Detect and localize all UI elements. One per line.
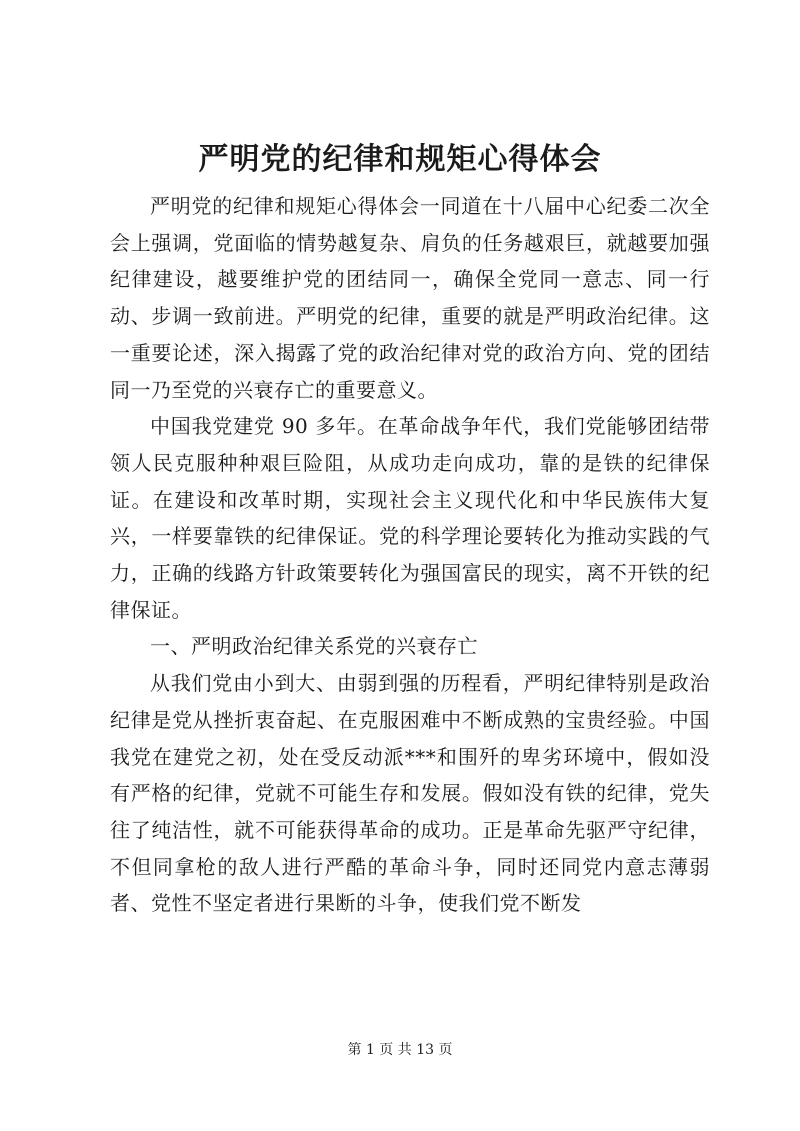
page-footer: 第 1 页 共 13 页 <box>347 1042 453 1058</box>
paragraph-history: 中国我党建党 90 多年。在革命战争年代，我们党能够团结带领人民克服种种艰巨险阻，从成功走向成功，靠的是铁的纪律保证。在建设和改革时期，实现社会主义现代化和中华民族伟大复兴，一样要靠铁的纪律保证。党的科学理论要转化为推动实践的气力，正确的线路方针政策要转化为强国富民的现实，离不开铁的纪律保证。 <box>110 414 710 622</box>
document-title: 严明党的纪律和规矩心得体会 <box>198 142 602 177</box>
section-heading: 一、严明政治纪律关系党的兴衰存亡 <box>150 634 478 659</box>
paragraph-section-one: 从我们党由小到大、由弱到强的历程看，严明纪律特别是政治纪律是党从挫折衷奋起、在克服困难中不断成熟的宝贵经验。中国我党在建党之初，处在受反动派***和围歼的卑劣环境中，假如没有严格的纪律，党就不可能生存和发展。假如没有铁的纪律，党失往了纯洁性，就不可能获得革命的成功。正是革命先驱严守纪律，不但同拿枪的敌人进行严酷的革命斗争，同时还同党内意志薄弱者、党性不坚定者进行果断的斗争，使我们党不断发 <box>110 671 710 916</box>
paragraph-intro: 严明党的纪律和规矩心得体会一同道在十八届中心纪委二次全会上强调，党面临的情势越复杂、肩负的任务越艰巨，就越要加强纪律建设，越要维护党的团结同一，确保全党同一意志、同一行动、步调一致前进。严明党的纪律，重要的就是严明政治纪律。这一重要论述，深入揭露了党的政治纪律对党的政治方向、党的团结同一乃至党的兴衰存亡的重要意义。 <box>110 194 710 402</box>
document-body <box>110 188 710 922</box>
